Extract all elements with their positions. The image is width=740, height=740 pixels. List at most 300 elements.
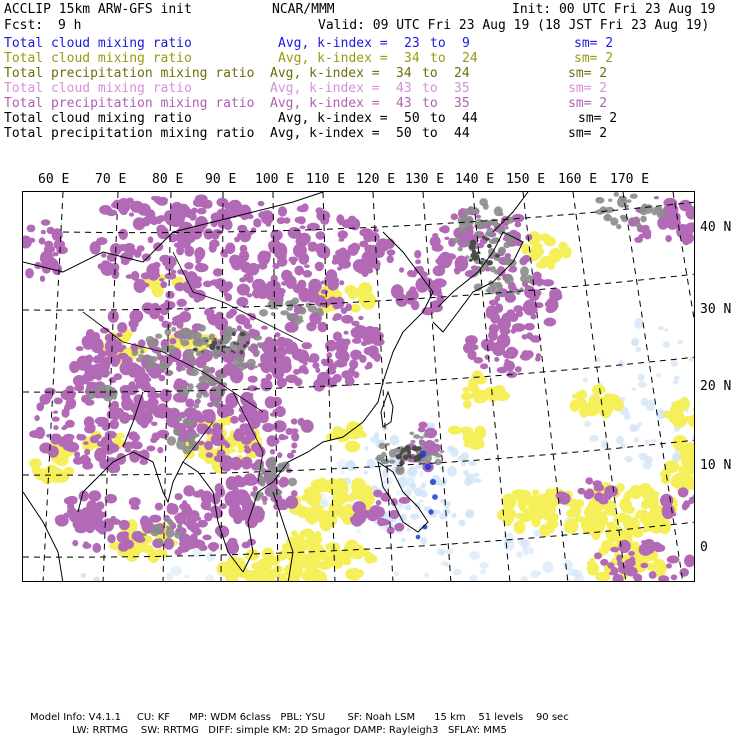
light-cloud-area: [401, 581, 413, 582]
legend-smoothing: sm= 2: [578, 111, 618, 126]
gray-cloud-core: [264, 358, 268, 360]
purple-cloud-patch: [291, 442, 297, 448]
purple-cloud-patch: [414, 250, 421, 259]
yellow-cloud-patch: [575, 398, 587, 408]
light-cloud-area: [528, 547, 534, 554]
purple-cloud-patch: [162, 342, 168, 346]
gray-cloud-core: [247, 359, 256, 367]
purple-cloud-patch: [341, 315, 353, 324]
purple-cloud-patch: [95, 417, 109, 425]
purple-cloud-patch: [163, 321, 168, 325]
yellow-cloud-patch: [619, 498, 631, 512]
gray-cloud-core: [423, 432, 428, 438]
light-cloud-area: [469, 460, 477, 466]
gray-cloud-core: [486, 227, 494, 236]
organization-label: NCAR/MMM: [272, 2, 335, 17]
purple-cloud-patch: [234, 237, 240, 243]
purple-cloud-patch: [151, 196, 158, 201]
dark-cloud-core: [233, 351, 235, 353]
yellow-cloud-patch: [349, 544, 365, 559]
light-cloud-area: [664, 328, 668, 331]
yellow-cloud-patch: [313, 505, 324, 513]
purple-cloud-patch: [239, 277, 246, 282]
light-cloud-area: [583, 377, 588, 383]
light-cloud-area: [651, 439, 657, 443]
legend-k-end: 44: [454, 126, 470, 141]
gray-cloud-core: [483, 203, 489, 210]
dark-cloud-core: [214, 338, 217, 340]
light-cloud-area: [441, 561, 448, 566]
purple-cloud-patch: [230, 457, 243, 470]
purple-cloud-patch: [156, 215, 166, 222]
purple-cloud-patch: [600, 559, 608, 566]
purple-cloud-patch: [285, 374, 298, 383]
purple-cloud-patch: [261, 210, 274, 224]
gray-cloud-core: [222, 335, 229, 339]
purple-cloud-patch: [344, 331, 349, 335]
light-cloud-area: [663, 341, 671, 348]
legend-avg-label: Avg, k-index =: [270, 66, 380, 81]
gray-cloud-core: [616, 224, 621, 229]
gray-cloud-core: [166, 537, 170, 541]
light-cloud-area: [658, 326, 664, 330]
light-cloud-area: [584, 421, 591, 427]
purple-cloud-patch: [536, 278, 545, 284]
purple-cloud-patch: [189, 510, 199, 520]
gray-cloud-core: [509, 290, 515, 296]
purple-cloud-patch: [251, 227, 257, 233]
yellow-cloud-patch: [529, 495, 539, 506]
yellow-cloud-patch: [448, 426, 461, 435]
purple-cloud-patch: [195, 216, 208, 230]
yellow-cloud-patch: [277, 581, 291, 582]
yellow-cloud-patch: [670, 475, 684, 488]
purple-cloud-patch: [546, 297, 559, 312]
purple-cloud-patch: [361, 341, 368, 346]
purple-cloud-patch: [526, 332, 533, 339]
light-cloud-area: [474, 473, 480, 478]
legend-k-end: 35: [454, 81, 470, 96]
gray-cloud-core: [503, 242, 510, 249]
dark-cloud-core: [236, 343, 239, 345]
gray-cloud-core: [463, 242, 467, 246]
purple-cloud-patch: [654, 196, 659, 199]
longitude-label: 160 E: [558, 172, 598, 187]
yellow-cloud-patch: [317, 561, 332, 570]
purple-cloud-patch: [298, 233, 311, 245]
legend-field-name: Total precipitation mixing ratio: [4, 96, 255, 111]
purple-cloud-patch: [345, 303, 352, 311]
yellow-cloud-patch: [295, 534, 302, 541]
purple-cloud-patch: [407, 270, 415, 277]
longitude-label: 120 E: [356, 172, 396, 187]
light-cloud-area: [637, 422, 642, 427]
purple-cloud-patch: [358, 316, 363, 320]
gray-cloud-core: [318, 311, 325, 316]
purple-cloud-patch: [224, 455, 232, 461]
purple-cloud-patch: [364, 365, 369, 369]
gray-cloud-core: [410, 440, 415, 444]
light-cloud-area: [635, 347, 641, 352]
gray-cloud-core: [297, 309, 302, 313]
dark-cloud-core: [223, 351, 225, 354]
purple-cloud-patch: [259, 412, 269, 423]
light-cloud-area: [406, 507, 412, 511]
light-cloud-area: [596, 357, 600, 362]
yellow-cloud-patch: [31, 467, 40, 475]
purple-cloud-patch: [301, 342, 312, 349]
gray-cloud-core: [185, 354, 195, 361]
light-cloud-area: [390, 435, 400, 445]
valid-time: Valid: 09 UTC Fri 23 Aug 19 (18 JST Fri 23 Aug 19): [318, 18, 710, 33]
purple-cloud-patch: [522, 255, 531, 262]
purple-cloud-patch: [679, 568, 689, 577]
light-cloud-area: [516, 551, 523, 557]
legend-to: to: [430, 111, 446, 126]
typhoon-rainband: [420, 451, 427, 458]
purple-cloud-patch: [128, 431, 138, 440]
yellow-cloud-patch: [494, 393, 500, 397]
purple-cloud-patch: [308, 246, 316, 252]
purple-cloud-patch: [95, 369, 104, 377]
gray-cloud-core: [379, 443, 386, 449]
light-cloud-area: [452, 513, 457, 519]
gray-cloud-core: [200, 375, 206, 380]
light-cloud-area: [566, 578, 571, 582]
legend-avg-label: Avg, k-index =: [270, 126, 380, 141]
purple-cloud-patch: [316, 231, 326, 240]
model-info-line2: LW: RRTMG SW: RRTMG DIFF: simple KM: 2D Smagor DAMP: Rayleigh3 SFLAY: MM5: [72, 725, 507, 736]
gray-cloud-core: [209, 334, 215, 341]
purple-cloud-patch: [67, 496, 78, 503]
gray-cloud-core: [396, 466, 404, 473]
gray-cloud-core: [189, 369, 199, 376]
purple-cloud-patch: [53, 411, 58, 414]
purple-cloud-patch: [67, 503, 74, 510]
purple-cloud-patch: [80, 455, 90, 465]
light-cloud-area: [480, 569, 486, 575]
light-cloud-area: [689, 357, 694, 362]
purple-cloud-patch: [277, 378, 287, 388]
map-canvas: [23, 192, 695, 582]
purple-cloud-patch: [320, 216, 329, 225]
legend-k-end: 24: [462, 51, 478, 66]
yellow-cloud-patch: [514, 520, 526, 534]
light-cloud-area: [643, 460, 652, 469]
purple-cloud-patch: [332, 317, 338, 322]
gray-cloud-core: [610, 217, 618, 225]
purple-cloud-patch: [667, 555, 680, 563]
gray-cloud-core: [196, 385, 201, 388]
purple-cloud-patch: [206, 452, 214, 458]
light-cloud-area: [420, 491, 428, 498]
purple-cloud-patch: [252, 279, 266, 292]
purple-cloud-patch: [137, 245, 145, 252]
dark-cloud-core: [487, 260, 493, 266]
gray-cloud-core: [434, 439, 439, 443]
gray-cloud-core: [634, 224, 638, 227]
purple-cloud-patch: [634, 237, 643, 243]
legend-k-end: 35: [454, 96, 470, 111]
yellow-cloud-patch: [476, 378, 487, 385]
light-cloud-area: [645, 439, 650, 444]
purple-cloud-patch: [88, 424, 96, 432]
gray-cloud-core: [419, 442, 424, 447]
purple-cloud-patch: [354, 325, 364, 335]
purple-cloud-patch: [387, 255, 394, 263]
gray-cloud-core: [198, 325, 206, 332]
yellow-cloud-patch: [368, 555, 378, 563]
light-cloud-area: [634, 437, 639, 443]
purple-cloud-patch: [167, 503, 177, 515]
light-cloud-area: [396, 490, 401, 495]
light-cloud-area: [480, 562, 489, 569]
purple-cloud-patch: [273, 263, 280, 269]
purple-cloud-patch: [225, 393, 238, 408]
gray-cloud-core: [171, 327, 176, 332]
gray-cloud-core: [431, 452, 437, 456]
gray-cloud-core: [614, 192, 619, 197]
legend-field-name: Total precipitation mixing ratio: [4, 66, 255, 81]
purple-cloud-patch: [179, 311, 191, 322]
gray-cloud-core: [503, 258, 512, 264]
yellow-cloud-patch: [693, 407, 696, 412]
gray-cloud-core: [658, 207, 662, 211]
light-cloud-area: [520, 540, 530, 549]
purple-cloud-patch: [82, 543, 91, 549]
purple-cloud-patch: [54, 240, 66, 250]
gray-cloud-core: [184, 328, 191, 334]
light-cloud-area: [443, 501, 451, 508]
purple-cloud-patch: [141, 272, 151, 279]
gray-cloud-core: [192, 361, 197, 365]
gray-cloud-core: [177, 437, 182, 442]
purple-cloud-patch: [229, 255, 240, 267]
purple-cloud-patch: [133, 217, 146, 230]
legend-k-start: 43: [396, 96, 412, 111]
light-cloud-area: [467, 512, 473, 516]
gray-cloud-core: [277, 302, 283, 308]
longitude-label: 110 E: [306, 172, 346, 187]
dark-cloud-core: [407, 451, 411, 455]
purple-cloud-patch: [641, 540, 647, 544]
purple-cloud-patch: [64, 404, 71, 412]
purple-cloud-patch: [277, 452, 282, 458]
yellow-cloud-patch: [529, 506, 537, 515]
yellow-cloud-patch: [348, 287, 359, 300]
purple-cloud-patch: [299, 365, 308, 373]
purple-cloud-patch: [578, 488, 586, 495]
purple-cloud-patch: [175, 512, 186, 524]
gray-cloud-core: [306, 302, 312, 308]
purple-cloud-patch: [84, 449, 90, 456]
yellow-cloud-patch: [311, 479, 327, 489]
light-cloud-area: [677, 340, 683, 344]
longitude-label: 60 E: [38, 172, 70, 187]
dark-cloud-core: [246, 341, 250, 344]
purple-cloud-patch: [236, 297, 248, 307]
purple-cloud-patch: [196, 414, 206, 423]
purple-cloud-patch: [359, 355, 366, 363]
purple-cloud-patch: [41, 219, 51, 225]
purple-cloud-patch: [318, 322, 328, 333]
yellow-cloud-patch: [294, 549, 305, 558]
purple-cloud-patch: [585, 477, 593, 484]
gray-cloud-core: [188, 383, 194, 390]
purple-cloud-patch: [107, 534, 115, 543]
light-cloud-area: [638, 374, 645, 381]
purple-cloud-patch: [306, 290, 311, 296]
purple-cloud-patch: [290, 498, 295, 504]
purple-cloud-patch: [247, 385, 257, 391]
purple-cloud-patch: [54, 397, 63, 404]
purple-cloud-patch: [183, 485, 194, 496]
purple-cloud-patch: [63, 424, 69, 428]
legend-smoothing: sm= 2: [574, 51, 614, 66]
purple-cloud-patch: [316, 207, 324, 214]
purple-cloud-patch: [409, 286, 416, 294]
purple-cloud-patch: [196, 276, 202, 282]
purple-cloud-patch: [215, 483, 224, 494]
gray-cloud-core: [458, 246, 463, 251]
purple-cloud-patch: [241, 457, 252, 470]
purple-cloud-patch: [211, 493, 221, 504]
purple-cloud-patch: [241, 212, 249, 221]
purple-cloud-patch: [208, 542, 219, 551]
purple-cloud-patch: [122, 385, 129, 391]
light-cloud-area: [364, 470, 368, 474]
dark-cloud-core: [239, 350, 243, 354]
purple-cloud-patch: [522, 350, 530, 358]
legend-k-start: 50: [396, 126, 412, 141]
purple-cloud-patch: [184, 307, 190, 311]
legend-field-name: Total cloud mixing ratio: [4, 111, 192, 126]
gray-cloud-core: [465, 255, 469, 259]
gray-cloud-core: [287, 313, 293, 320]
gray-cloud-core: [166, 527, 175, 538]
yellow-cloud-patch: [257, 558, 272, 571]
purple-cloud-patch: [671, 574, 678, 580]
gray-cloud-core: [409, 432, 414, 436]
purple-cloud-patch: [476, 215, 481, 219]
purple-cloud-patch: [126, 403, 137, 410]
legend-k-start: 34: [404, 51, 420, 66]
purple-cloud-patch: [183, 503, 191, 509]
legend-field-name: Total precipitation mixing ratio: [4, 126, 255, 141]
purple-cloud-patch: [337, 267, 342, 271]
purple-cloud-patch: [511, 328, 516, 334]
legend-k-end: 44: [462, 111, 478, 126]
gray-cloud-core: [213, 386, 222, 397]
purple-cloud-patch: [244, 429, 252, 435]
purple-cloud-patch: [283, 217, 290, 223]
purple-cloud-patch: [592, 480, 602, 486]
purple-cloud-patch: [416, 277, 429, 292]
yellow-cloud-patch: [641, 503, 649, 509]
light-cloud-area: [590, 582, 601, 583]
yellow-cloud-patch: [565, 523, 576, 532]
purple-cloud-patch: [629, 556, 635, 562]
purple-cloud-patch: [294, 266, 304, 276]
gray-cloud-core: [257, 342, 262, 347]
purple-cloud-patch: [83, 441, 89, 445]
purple-cloud-patch: [254, 293, 259, 298]
purple-cloud-patch: [331, 277, 339, 284]
yellow-cloud-patch: [342, 557, 351, 566]
purple-cloud-patch: [430, 300, 442, 311]
purple-cloud-patch: [339, 280, 344, 285]
purple-cloud-patch: [235, 489, 248, 498]
purple-cloud-patch: [364, 347, 373, 355]
yellow-cloud-patch: [473, 390, 489, 403]
yellow-cloud-patch: [651, 564, 658, 570]
yellow-cloud-patch: [587, 561, 594, 566]
yellow-cloud-patch: [619, 532, 630, 539]
light-cloud-area: [184, 575, 190, 579]
dark-cloud-core: [240, 332, 246, 337]
yellow-cloud-patch: [679, 416, 687, 425]
yellow-cloud-patch: [672, 435, 687, 451]
light-cloud-area: [401, 538, 406, 542]
legend-smoothing: sm= 2: [568, 126, 608, 141]
purple-cloud-patch: [536, 353, 541, 357]
legend-to: to: [422, 81, 438, 96]
yellow-cloud-patch: [672, 400, 686, 411]
purple-cloud-patch: [338, 238, 344, 242]
gray-cloud-core: [159, 361, 168, 370]
dark-cloud-core: [470, 240, 476, 246]
purple-cloud-patch: [665, 235, 672, 242]
purple-cloud-patch: [171, 320, 180, 326]
dark-cloud-core: [399, 461, 405, 465]
yellow-cloud-patch: [546, 514, 553, 520]
purple-cloud-patch: [524, 323, 535, 331]
yellow-cloud-patch: [333, 492, 349, 504]
purple-cloud-patch: [348, 244, 359, 256]
purple-cloud-patch: [338, 350, 350, 363]
purple-cloud-patch: [279, 477, 289, 487]
purple-cloud-patch: [174, 549, 182, 556]
light-cloud-area: [410, 483, 416, 490]
purple-cloud-patch: [155, 503, 163, 511]
gray-cloud-core: [520, 266, 529, 276]
purple-cloud-patch: [248, 329, 255, 335]
purple-cloud-patch: [248, 376, 258, 383]
gray-cloud-core: [196, 392, 202, 399]
purple-cloud-patch: [197, 520, 208, 528]
forecast-label: Fcst:: [4, 18, 44, 33]
purple-cloud-patch: [226, 476, 238, 490]
purple-cloud-patch: [275, 406, 286, 417]
purple-cloud-patch: [36, 402, 44, 411]
light-cloud-area: [34, 580, 40, 582]
purple-cloud-patch: [326, 352, 332, 358]
purple-cloud-patch: [274, 243, 288, 260]
legend-k-end: 9: [462, 36, 470, 51]
legend-to: to: [422, 66, 438, 81]
gray-cloud-core: [173, 428, 181, 436]
longitude-label: 150 E: [506, 172, 546, 187]
light-cloud-area: [398, 477, 408, 488]
gray-cloud-core: [413, 434, 420, 438]
coastline: [23, 492, 63, 582]
gray-cloud-core: [381, 452, 386, 457]
yellow-cloud-patch: [314, 538, 320, 543]
purple-cloud-patch: [628, 551, 635, 556]
gray-cloud-core: [498, 284, 503, 290]
purple-cloud-patch: [197, 208, 207, 215]
gray-cloud-core: [260, 482, 266, 486]
